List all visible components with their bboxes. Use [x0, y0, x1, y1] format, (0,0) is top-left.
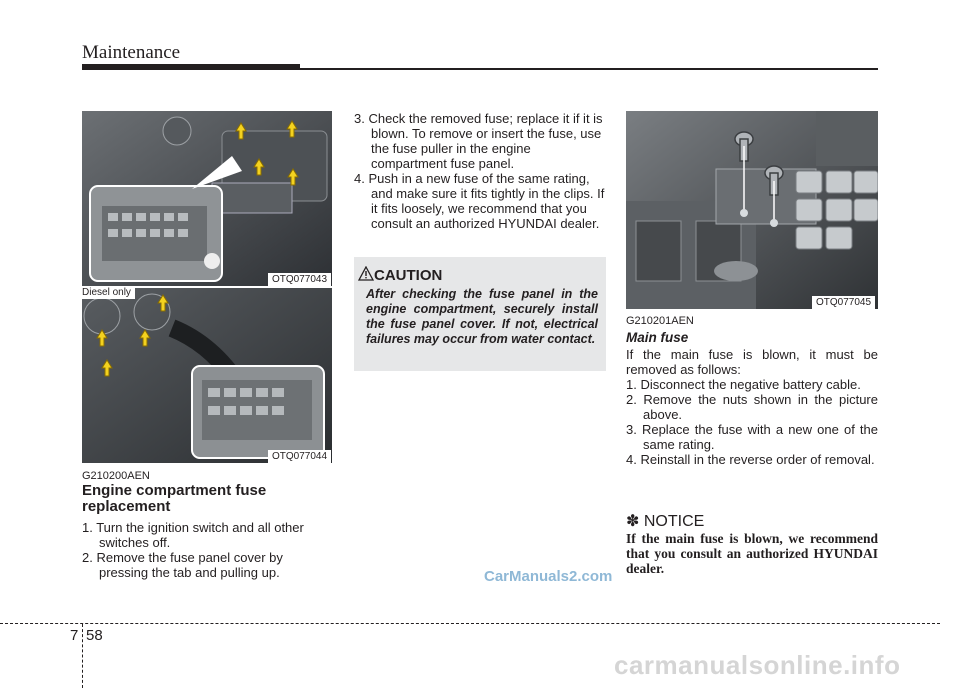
footer-divider: [82, 624, 83, 688]
step-3: 3. Check the removed fuse; replace it if it is blown. To remove or insert the fuse, use the fuse puller in the engine compartment fuse panel.: [354, 111, 603, 171]
chapter-number: 7: [70, 627, 79, 644]
diesel-fuse-box-illustration: [82, 288, 332, 463]
main-fuse-illustration: [626, 111, 878, 309]
notice-title: NOTICE: [643, 513, 705, 530]
diesel-fuse-box-photo: [82, 288, 332, 463]
main-fuse-intro: If the main fuse is blown, it must be removed as follows:: [626, 347, 878, 377]
section-code-1: G210200AEN: [82, 470, 150, 482]
section-title-main-fuse: Main fuse: [626, 330, 689, 345]
notice-heading: [626, 511, 704, 531]
section-code-2: G210201AEN: [626, 315, 694, 327]
main-fuse-step-2: 2. Remove the nuts shown in the picture above.: [626, 392, 878, 422]
header-bar: [82, 64, 300, 70]
engine-compartment-illustration: [82, 111, 332, 286]
watermark-carmanuals2: CarManuals2.com: [484, 568, 613, 585]
step-4: 4. Push in a new fuse of the same rating, and make sure it fits tightly in the clips. If it fits loosely, we recommend that you consult an authorized HYUNDAI dealer.: [354, 171, 605, 231]
header-rule: [300, 68, 878, 70]
warning-triangle-icon: [358, 266, 374, 281]
main-fuse-photo: [626, 111, 878, 309]
site-watermark: carmanualsonline.info: [614, 650, 901, 680]
step-2: 2. Remove the fuse panel cover by pressing the tab and pulling up.: [82, 550, 283, 580]
step-1: 1. Turn the ignition switch and all other switches off.: [82, 520, 304, 550]
main-fuse-step-1: 1. Disconnect the negative battery cable.: [626, 377, 861, 392]
caution-title: CAUTION: [374, 267, 443, 284]
caution-text: After checking the fuse panel in the engine compartment, securely install the fuse panel cover. If not, electrical failures may occur from water contact.: [366, 287, 598, 346]
main-fuse-step-3: 3. Replace the fuse with a new one of the same rating.: [626, 422, 878, 452]
figure-code-1: OTQ077043: [268, 273, 331, 286]
caution-box: [354, 257, 606, 371]
notice-text: If the main fuse is blown, we recommend that you consult an authorized HYUNDAI dealer.: [626, 531, 878, 576]
figure-code-3: OTQ077045: [812, 296, 875, 309]
middle-step-list: [354, 111, 606, 231]
left-step-list: [82, 520, 334, 580]
figure-code-2: OTQ077044: [268, 450, 331, 463]
page-header-title: Maintenance: [82, 42, 181, 63]
engine-compartment-photo: [82, 111, 332, 286]
page-number: 58: [86, 627, 103, 644]
main-fuse-body: [626, 347, 878, 467]
section-title-engine-fuse: Engine compartment fuse replacement: [82, 482, 267, 515]
diesel-only-tag: Diesel only: [78, 286, 135, 299]
main-fuse-step-4: 4. Reinstall in the reverse order of removal.: [626, 452, 875, 467]
notice-asterisk-icon: ✽: [626, 513, 640, 530]
footer-rule: [0, 623, 940, 624]
